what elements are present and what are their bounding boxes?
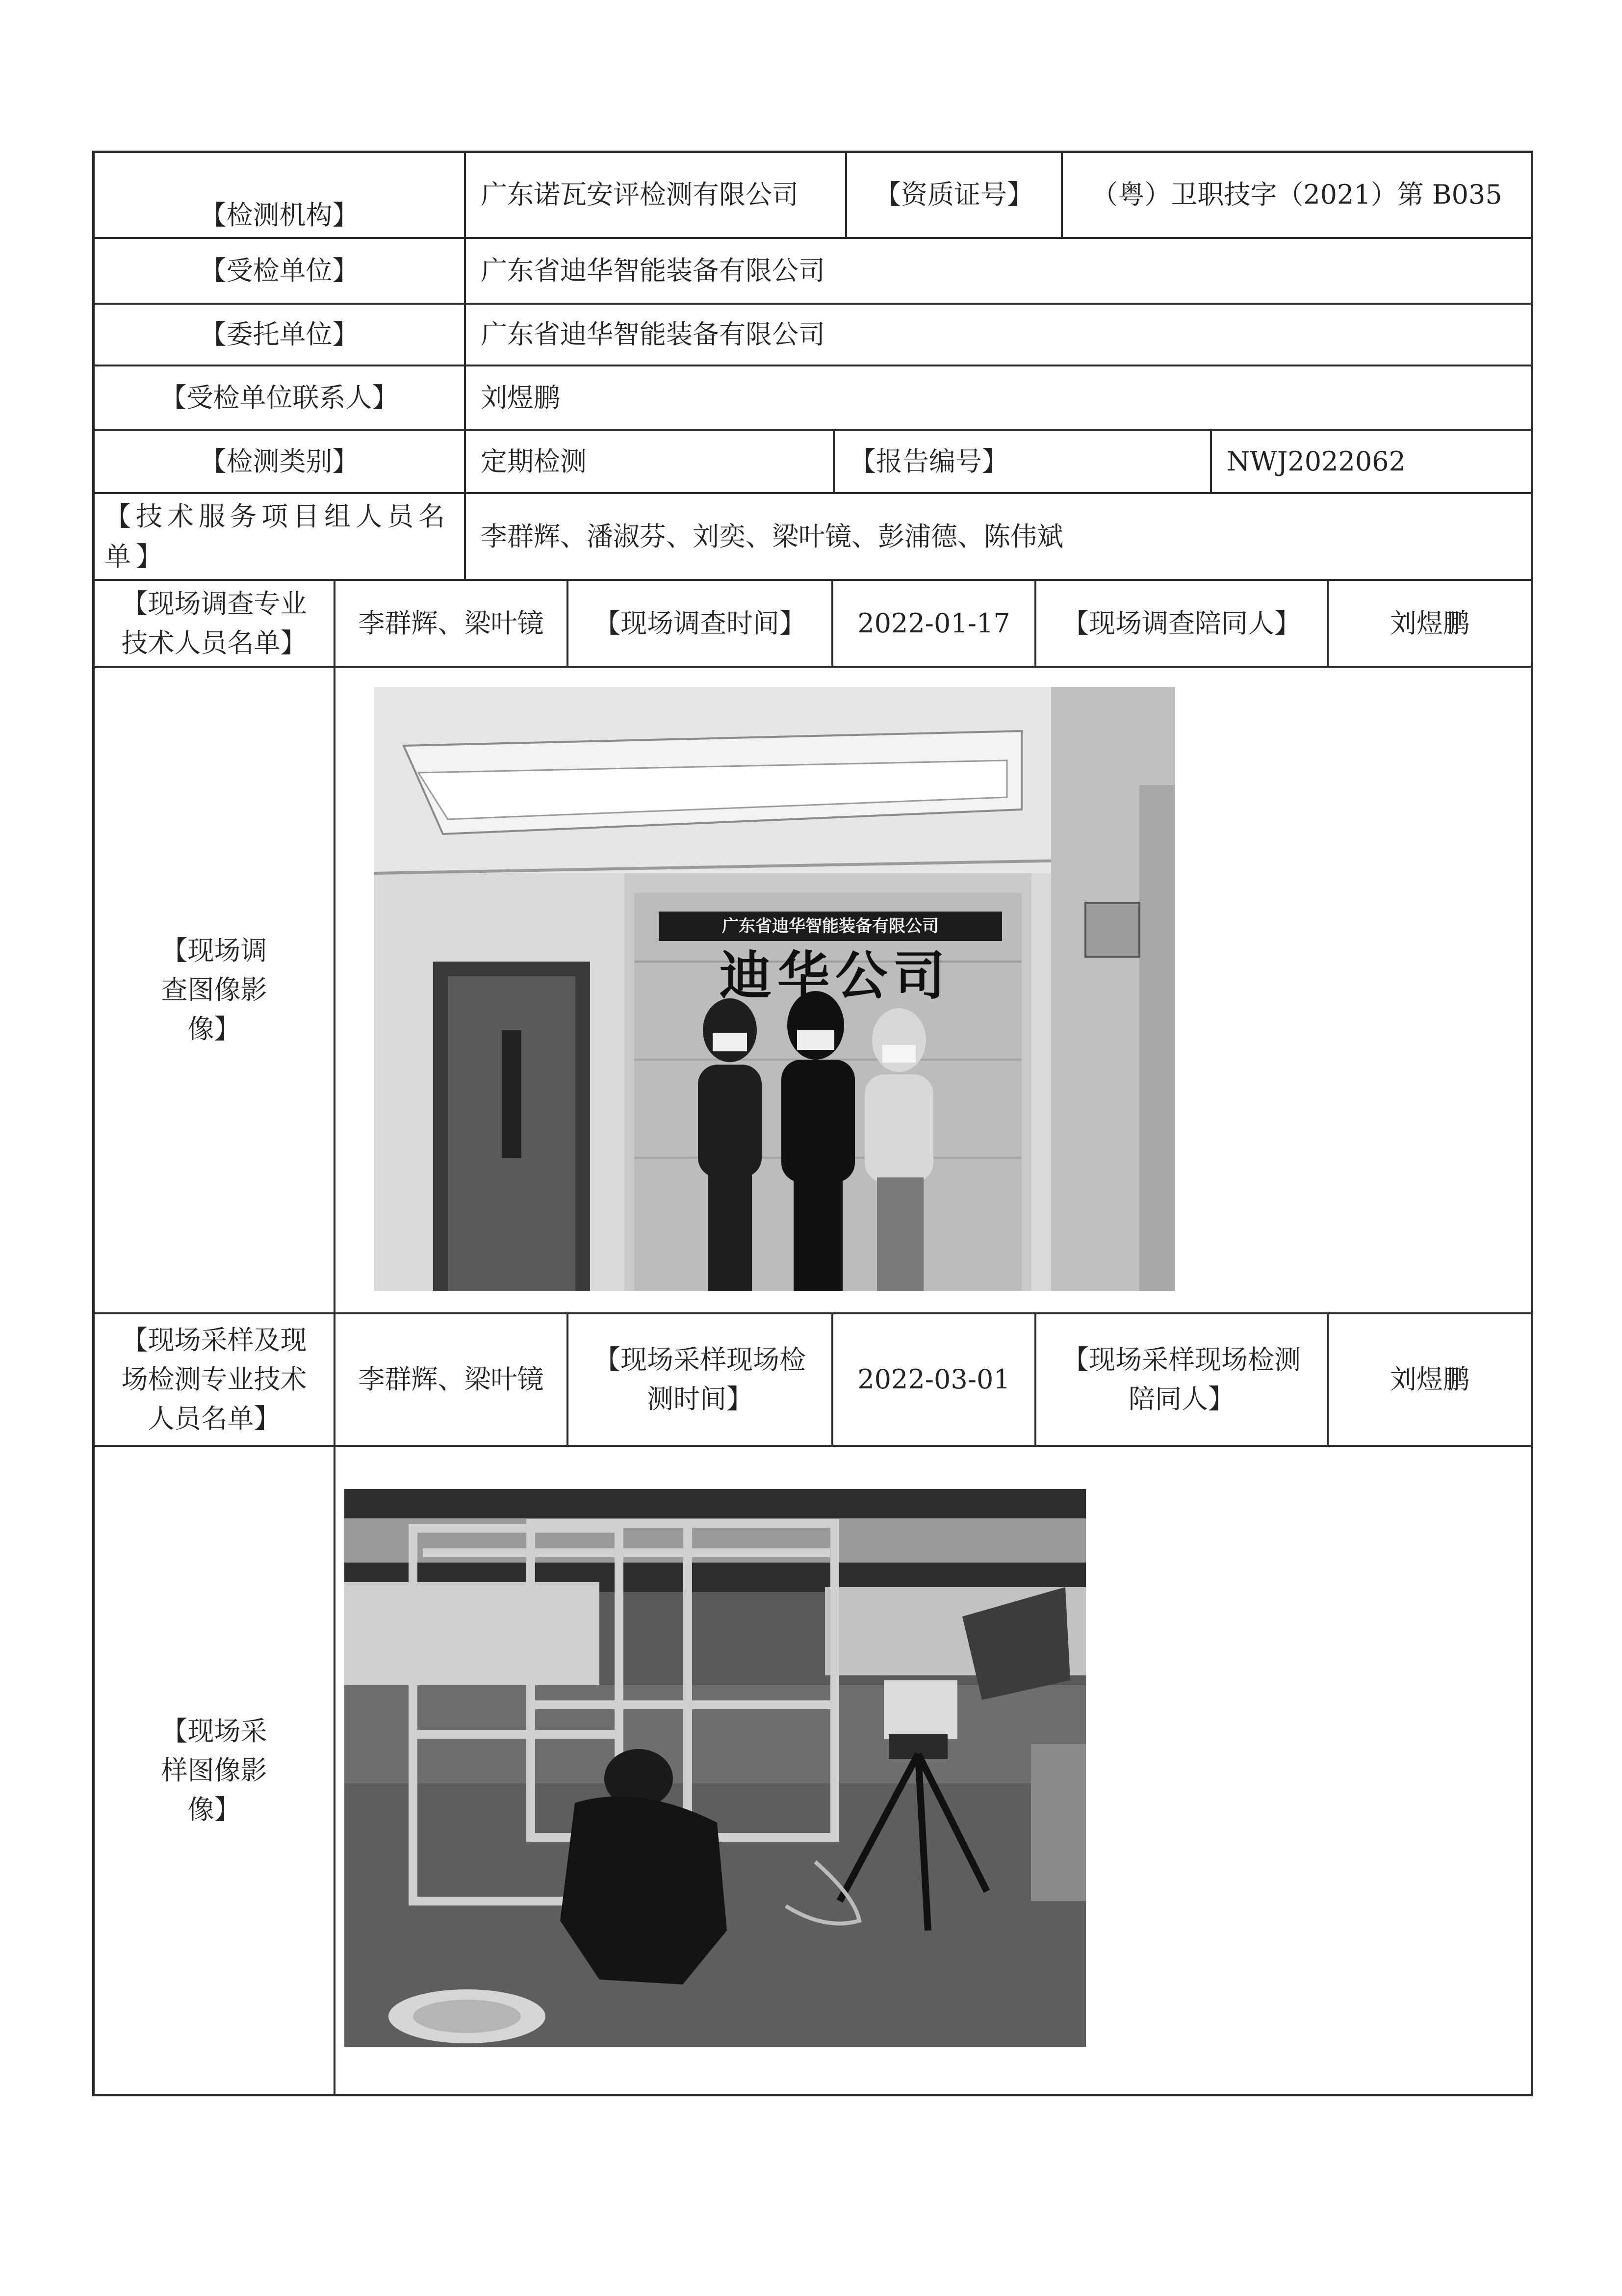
org-label: 【检测机构】 — [200, 200, 359, 231]
sampling-value: 李群辉、梁叶镜 — [358, 1364, 544, 1395]
cert-label: 【资质证号】 — [875, 179, 1033, 210]
sampling-companion-label: 【现场采样现场检测陪同人】 — [1062, 1344, 1301, 1414]
sampling-time-value: 2022-03-01 — [857, 1364, 1010, 1395]
inspected-value: 广东省迪华智能装备有限公司 — [481, 255, 825, 286]
report-value: NWJ2022062 — [1227, 446, 1406, 477]
sampling-photo-scene — [344, 1489, 1086, 2047]
sampling-companion-value: 刘煜鹏 — [1390, 1364, 1469, 1395]
survey-label: 【现场调查专业技术人员名单】 — [121, 588, 307, 658]
survey-time-value: 2022-01-17 — [857, 607, 1010, 639]
team-value: 李群辉、潘淑芬、刘奕、梁叶镜、彭浦德、陈伟斌 — [481, 521, 1063, 552]
survey-image-label: 【现场调查图像影像】 — [161, 935, 267, 1044]
survey-value: 李群辉、梁叶镜 — [358, 607, 544, 639]
contact-label: 【受检单位联系人】 — [160, 382, 399, 413]
sampling-time-label: 【现场采样现场检测时间】 — [594, 1344, 806, 1414]
cert-value: （粤）卫职技字（2021）第 B035 — [1091, 179, 1502, 210]
contact-value: 刘煜鹏 — [481, 382, 560, 413]
commissioned-label: 【委托单位】 — [200, 319, 359, 350]
survey-companion-label: 【现场调查陪同人】 — [1062, 607, 1301, 639]
sampling-photo — [344, 1489, 1086, 2047]
inspected-label: 【受检单位】 — [200, 255, 359, 286]
sampling-label: 【现场采样及现场检测专业技术人员名单】 — [121, 1325, 307, 1434]
survey-sign-short-name: 迪华公司 — [720, 946, 951, 1006]
table-border-right — [1531, 151, 1533, 2096]
org-value: 广东诺瓦安评检测有限公司 — [481, 179, 798, 210]
survey-time-label: 【现场调查时间】 — [594, 607, 806, 639]
survey-companion-value: 刘煜鹏 — [1390, 607, 1469, 639]
survey-sign-company-name: 广东省迪华智能装备有限公司 — [659, 912, 1002, 941]
sampling-image-label: 【现场采样图像影像】 — [161, 1715, 267, 1825]
survey-photo — [374, 687, 1175, 1291]
team-label: 【技术服务项目组人员名单】 — [104, 500, 450, 572]
commissioned-value: 广东省迪华智能装备有限公司 — [481, 319, 825, 350]
category-label: 【检测类别】 — [200, 446, 359, 477]
category-value: 定期检测 — [481, 446, 587, 477]
report-label: 【报告编号】 — [850, 446, 1008, 477]
table-border-bottom — [92, 2094, 1533, 2096]
